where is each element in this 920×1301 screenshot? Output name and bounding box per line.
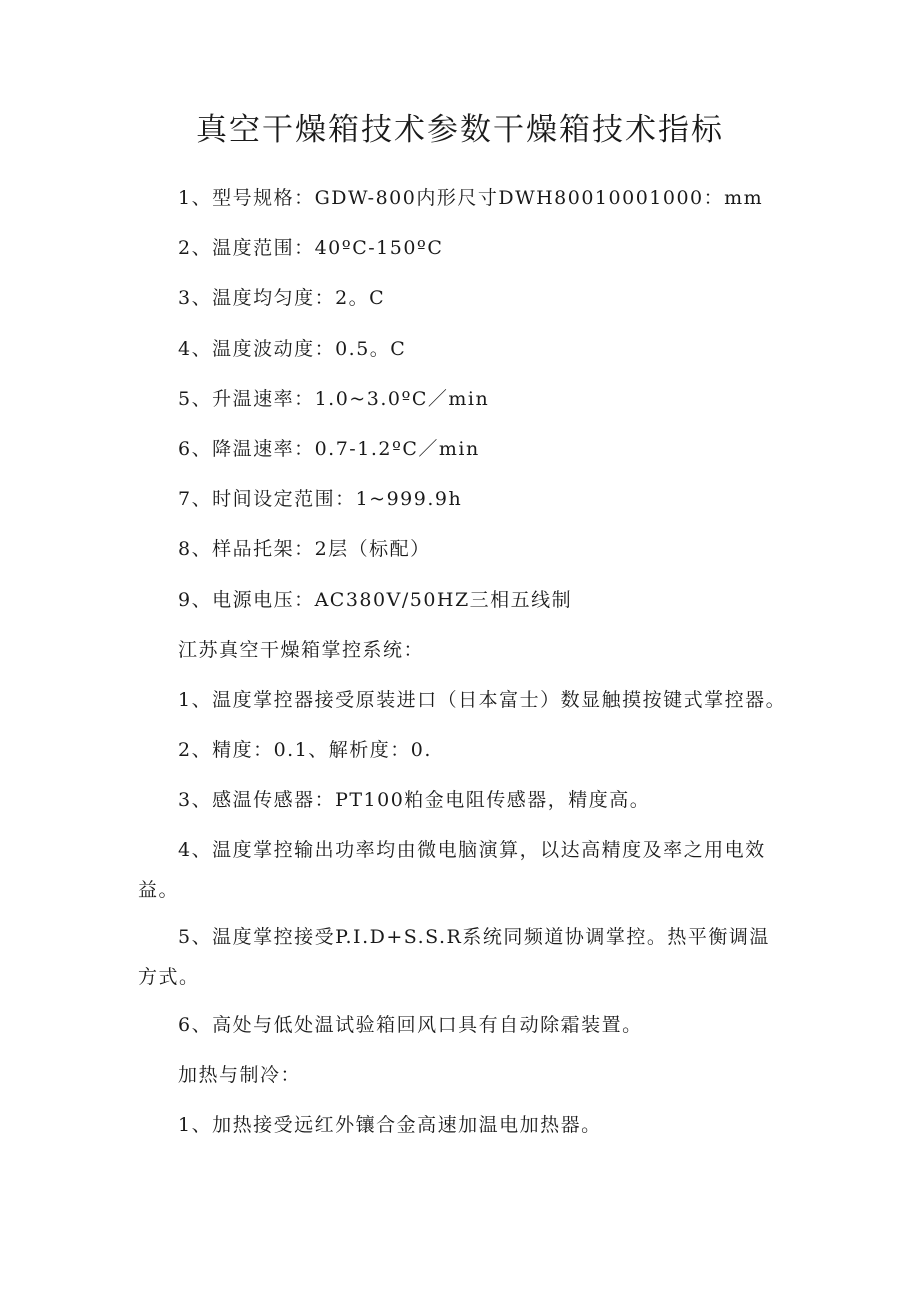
control-item-6: 6、高处与低处温试验箱回风口具有自动除霜装置。: [178, 1014, 643, 1036]
heating-item-1: 1、加热接受远红外镶合金高速加温电加热器。: [178, 1114, 602, 1136]
document-title: 真空干燥箱技术参数干燥箱技术指标: [196, 112, 724, 148]
spec-cooling-rate: 6、降温速率：0.7-1.2ºC／min: [178, 438, 480, 460]
spec-model: 1、型号规格：GDW-800内形尺寸DWH80010001000：mm: [178, 187, 764, 209]
spec-temperature-fluctuation: 4、温度波动度：0.5。C: [178, 338, 407, 360]
control-item-1: 1、温度掌控器接受原装进口（日本富士）数显触摸按键式掌控器。: [178, 689, 787, 711]
section-heading-control-system: 江苏真空干燥箱掌控系统：: [178, 639, 425, 661]
control-item-2: 2、精度：0.1、解析度：0.: [178, 739, 432, 761]
spec-sample-rack: 8、样品托架：2层（标配）: [178, 538, 431, 560]
control-item-4: 4、温度掌控输出功率均由微电脑演算，以达高精度及率之用电效益。: [138, 839, 766, 901]
spec-temperature-range: 2、温度范围：40ºC-150ºC: [178, 237, 444, 259]
spec-heating-rate: 5、升温速率：1.0~3.0ºC／min: [178, 388, 490, 410]
spec-temperature-uniformity: 3、温度均匀度：2。C: [178, 287, 386, 309]
control-item-5: 5、温度掌控接受P.I.D+S.S.R系统同频道协调掌控。热平衡调温方式。: [138, 926, 770, 988]
spec-time-range: 7、时间设定范围：1~999.9h: [178, 488, 463, 510]
control-item-3: 3、感温传感器：PT100粕金电阻传感器，精度高。: [178, 789, 651, 811]
section-heading-heating-cooling: 加热与制冷：: [178, 1064, 302, 1086]
spec-power-supply: 9、电源电压：AC380V/50HZ三相五线制: [178, 589, 573, 611]
